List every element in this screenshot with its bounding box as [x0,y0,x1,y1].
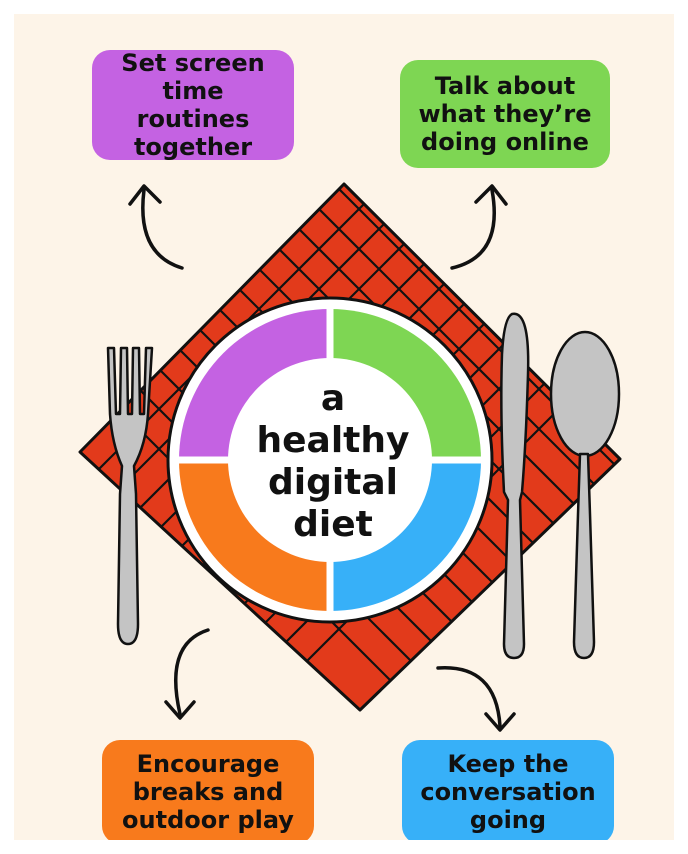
tip-encourage-breaks: Encourage breaks and outdoor play [102,740,314,840]
arrow-icon [130,186,182,268]
arrow-icon [438,668,514,730]
tip-keep-conversation: Keep the conversation going [402,740,614,840]
tip-screen-time-routines: Set screen time routines together [92,50,294,160]
arrow-icon [452,186,506,268]
tip-talk-online: Talk about what they’re doing online [400,60,610,168]
plate-title: a healthy digital diet [256,378,410,545]
infographic [14,14,674,840]
arrow-icon [166,630,208,718]
